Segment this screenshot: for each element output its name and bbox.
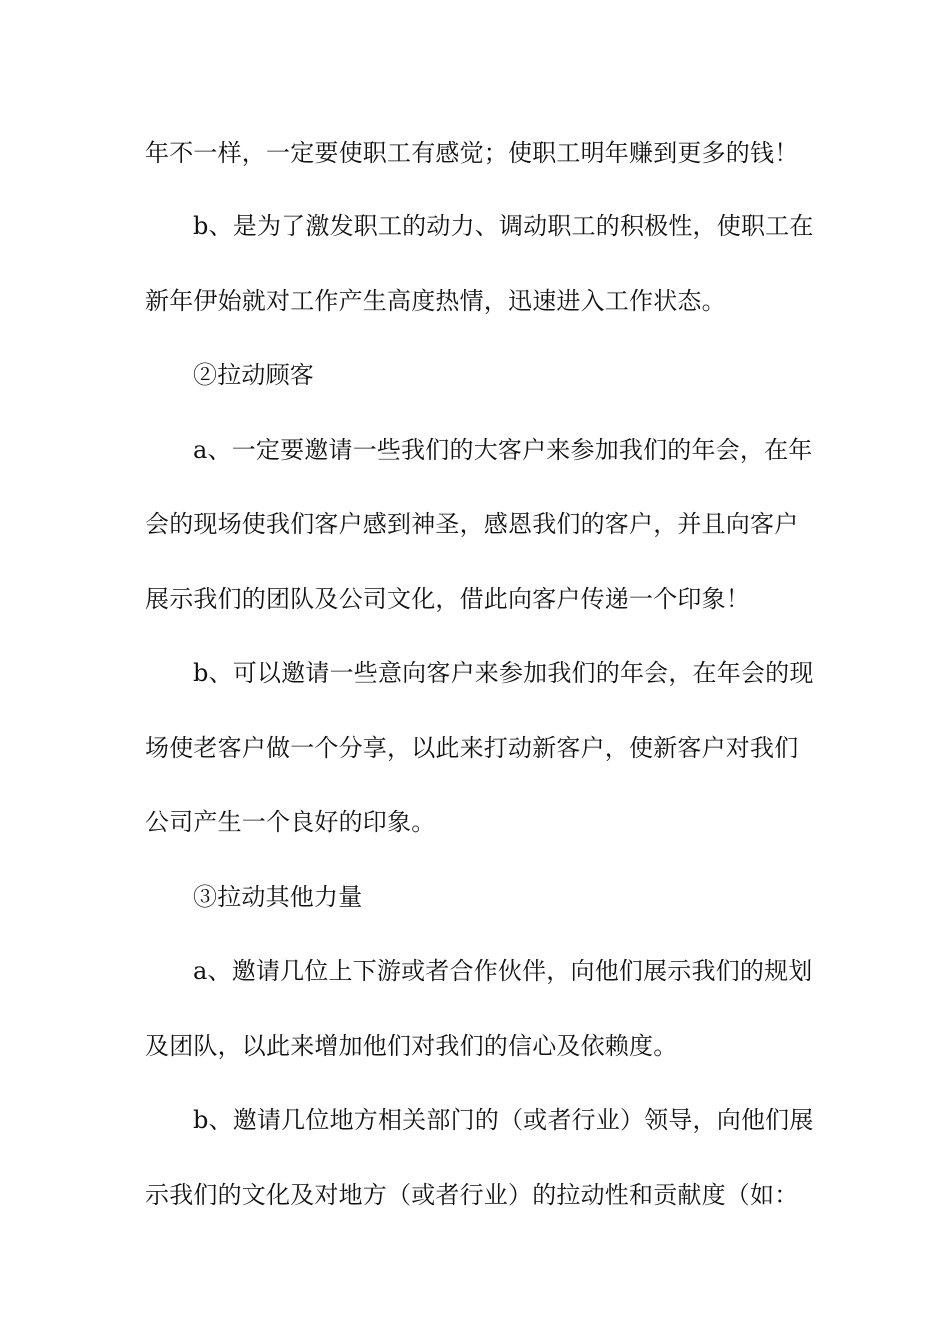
text-line: 示我们的文化及对地方（或者行业）的拉动性和贡献度（如： [145,1181,799,1209]
text-line: b、邀请几位地方相关部门的（或者行业）领导，向他们展 [193,1106,814,1134]
text-line: 年不一样，一定要使职工有感觉；使职工明年赚到更多的钱！ [145,139,799,167]
text-line: b、可以邀请一些意向客户来参加我们的年会，在年会的现 [193,659,814,687]
text-line: 场使老客户做一个分享，以此来打动新客户，使新客户对我们 [145,734,799,762]
text-line: 及团队，以此来增加他们对我们的信心及依赖度。 [145,1032,678,1060]
text-line: b、是为了激发职工的动力、调动职工的积极性，使职工在 [193,212,814,240]
text-line: 会的现场使我们客户感到神圣，感恩我们的客户，并且向客户 [145,510,799,538]
text-line: 新年伊始就对工作产生高度热情，迅速进入工作状态。 [145,287,726,315]
section-heading: ③拉动其他力量 [193,883,363,911]
text-line: 展示我们的团队及公司文化，借此向客户传递一个印象！ [145,585,750,613]
text-line: a、一定要邀请一些我们的大客户来参加我们的年会，在年 [193,436,813,464]
text-line: 公司产生一个良好的印象。 [145,808,436,836]
section-heading: ②拉动顾客 [193,361,314,389]
text-line: a、邀请几位上下游或者合作伙伴，向他们展示我们的规划 [193,957,813,985]
